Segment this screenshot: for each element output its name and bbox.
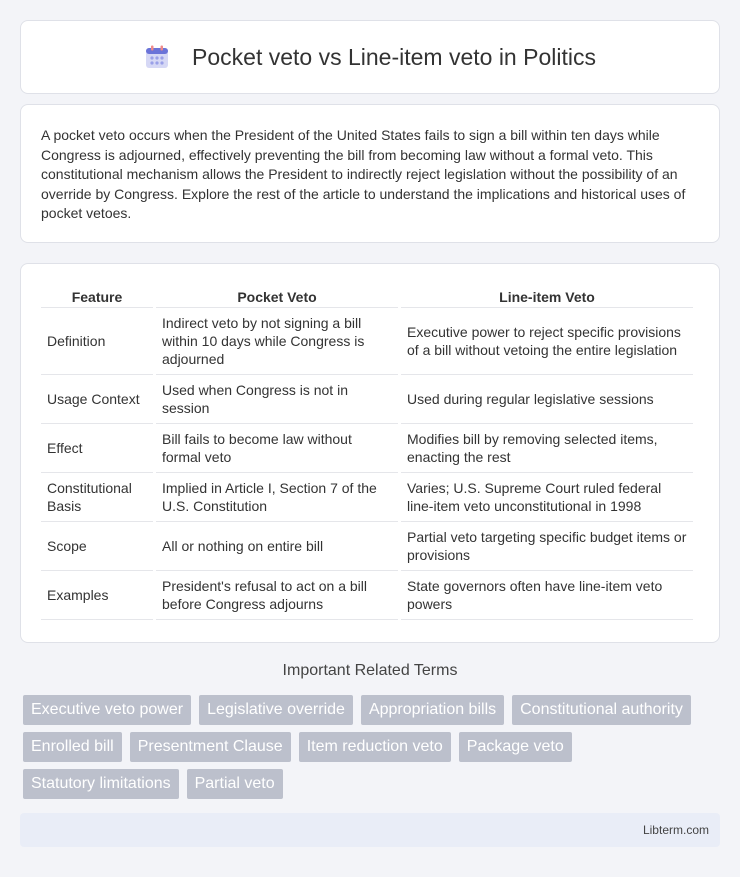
table-row	[41, 424, 693, 473]
comparison-table	[38, 286, 696, 620]
row-pocket-veto: Used when Congress is not in session	[156, 375, 398, 424]
title-card	[20, 20, 720, 94]
row-line-item-veto: Executive power to reject specific provisions of a bill without vetoing the entire legislation	[401, 308, 693, 375]
tag-constitutional-authority[interactable]: Constitutional authority	[512, 695, 691, 725]
row-feature: Definition	[41, 308, 153, 375]
header-feature: Feature	[41, 286, 153, 308]
header-line-item-veto: Line-item Veto	[401, 286, 693, 308]
row-line-item-veto: Modifies bill by removing selected items, enacting the rest	[401, 424, 693, 473]
row-pocket-veto: Indirect veto by not signing a bill within 10 days while Congress is adjourned	[156, 308, 398, 375]
header-pocket-veto: Pocket Veto	[156, 286, 398, 308]
intro-card	[20, 104, 720, 243]
calendar-icon	[144, 44, 170, 70]
row-line-item-veto: State governors often have line-item veto powers	[401, 571, 693, 620]
footer-site-link[interactable]: Libterm.com	[642, 823, 709, 837]
row-pocket-veto: Implied in Article I, Section 7 of the U.S. Constitution	[156, 473, 398, 522]
table-row	[41, 571, 693, 620]
footer	[20, 813, 720, 847]
table-row	[41, 375, 693, 424]
tag-executive-veto-power[interactable]: Executive veto power	[23, 695, 191, 725]
row-feature: Effect	[41, 424, 153, 473]
row-feature: Scope	[41, 522, 153, 571]
tag-appropriation-bills[interactable]: Appropriation bills	[361, 695, 504, 725]
table-row	[41, 308, 693, 375]
tag-legislative-override[interactable]: Legislative override	[199, 695, 353, 725]
row-feature: Constitutional Basis	[41, 473, 153, 522]
row-line-item-veto: Varies; U.S. Supreme Court ruled federal line-item veto unconstitutional in 1998	[401, 473, 693, 522]
related-terms-title: Important Related Terms	[282, 662, 458, 679]
page-title: Pocket veto vs Line-item veto in Politics	[192, 43, 596, 70]
row-line-item-veto: Used during regular legislative sessions	[401, 375, 693, 424]
row-pocket-veto: Bill fails to become law without formal veto	[156, 424, 398, 473]
tag-partial-veto[interactable]: Partial veto	[187, 769, 283, 799]
row-line-item-veto: Partial veto targeting specific budget items or provisions	[401, 522, 693, 571]
table-row	[41, 522, 693, 571]
tag-package-veto[interactable]: Package veto	[459, 732, 572, 762]
row-feature: Usage Context	[41, 375, 153, 424]
row-pocket-veto: President's refusal to act on a bill before Congress adjourns	[156, 571, 398, 620]
row-pocket-veto: All or nothing on entire bill	[156, 522, 398, 571]
tag-statutory-limitations[interactable]: Statutory limitations	[23, 769, 179, 799]
intro-text: A pocket veto occurs when the President of the United States fails to sign a bill within ten days while Congress is adjourned, effectively preventing the bill from becoming law without a formal veto. This constitutional mechanism allows the President to indirectly reject legislation without the possibility of an override by Congress. Explore the rest of the article to understand the implications and historical uses of pocket vetoes.	[41, 127, 686, 222]
related-terms-list	[23, 695, 723, 799]
tag-enrolled-bill[interactable]: Enrolled bill	[23, 732, 122, 762]
tag-item-reduction-veto[interactable]: Item reduction veto	[299, 732, 451, 762]
tag-presentment-clause[interactable]: Presentment Clause	[130, 732, 291, 762]
row-feature: Examples	[41, 571, 153, 620]
comparison-card	[20, 263, 720, 643]
table-header-row	[41, 286, 693, 308]
table-row	[41, 473, 693, 522]
